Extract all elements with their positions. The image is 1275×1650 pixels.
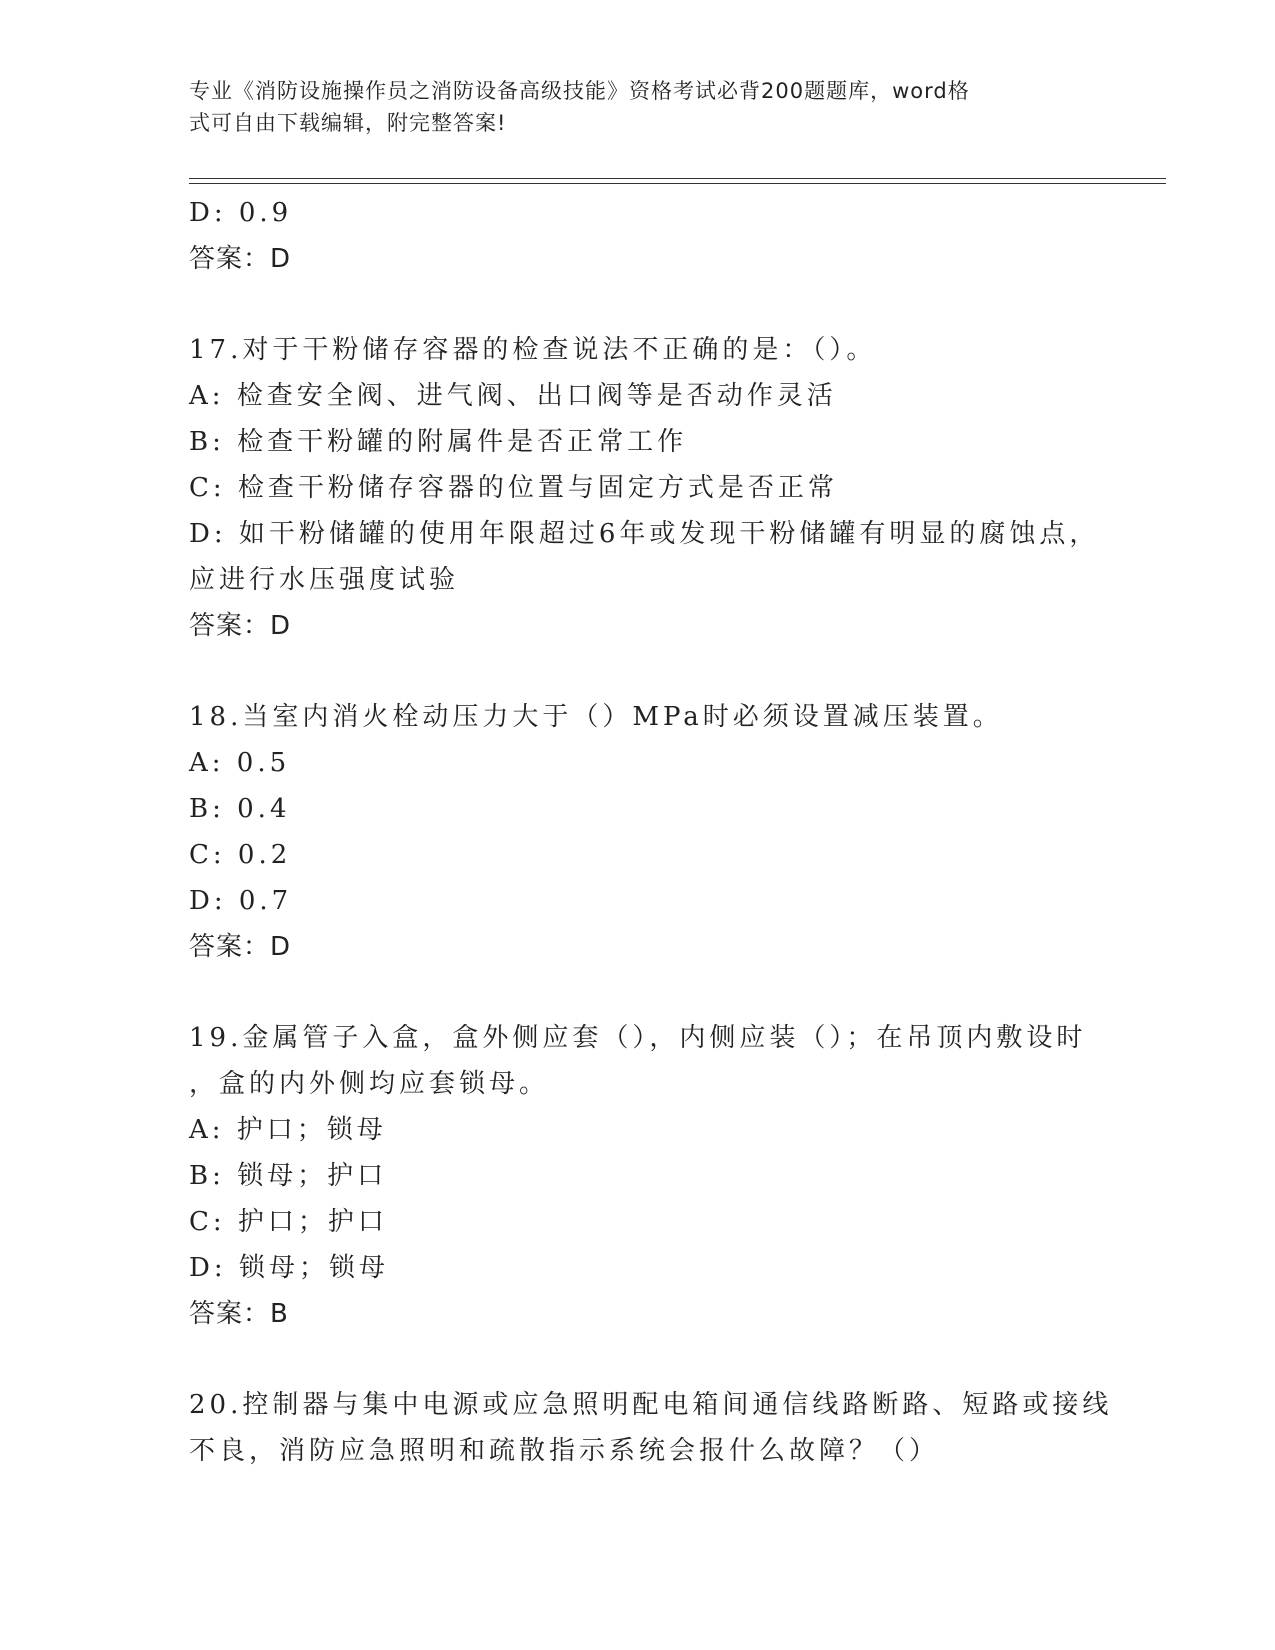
header-line-2: 式可自由下载编辑，附完整答案! <box>189 111 507 135</box>
header-divider-bottom <box>189 183 1166 184</box>
option-b: B: 锁母；护口 <box>189 1161 388 1191</box>
question-20 <box>189 1382 1113 1474</box>
prev-answer: 答案：D <box>189 244 292 274</box>
option-c: C: 护口；护口 <box>189 1207 388 1237</box>
option-a: A: 0.5 <box>189 748 291 778</box>
option-a: A: 检查安全阀、进气阀、出口阀等是否动作灵活 <box>189 381 837 411</box>
option-a: A: 护口；锁母 <box>189 1115 387 1145</box>
question-stem: 19.金属管子入盒，盒外侧应套（），内侧应装（）；在吊顶内敷设时 <box>189 1023 1087 1053</box>
question-stem-continued: ，盒的内外侧均应套锁母。 <box>189 1069 550 1099</box>
question-17 <box>189 327 1100 649</box>
option-d: D: 锁母；锁母 <box>189 1253 389 1283</box>
option-b: B: 0.4 <box>189 794 291 824</box>
question-18 <box>189 694 1089 970</box>
question-19 <box>189 1015 1089 1337</box>
question-stem: 20.控制器与集中电源或应急照明配电箱间通信线路断路、短路或接线 <box>189 1390 1113 1420</box>
option-c: C: 检查干粉储存容器的位置与固定方式是否正常 <box>189 473 838 503</box>
option-d: D: 0.7 <box>189 886 293 916</box>
document-header <box>189 75 1069 139</box>
header-line-1: 专业《消防设施操作员之消防设备高级技能》资格考试必背200题题库，word格 <box>189 79 970 103</box>
answer: 答案：D <box>189 611 292 641</box>
question-stem: 18.当室内消火栓动压力大于（）MPa时必须设置减压装置。 <box>189 702 1003 732</box>
option-d: D: 如干粉储罐的使用年限超过6年或发现干粉储罐有明显的腐蚀点， <box>189 519 1100 549</box>
header-divider-top <box>189 178 1166 179</box>
option-b: B: 检查干粉罐的附属件是否正常工作 <box>189 427 688 457</box>
answer: 答案：D <box>189 932 292 962</box>
question-stem: 17.对于干粉储存容器的检查说法不正确的是：（）。 <box>189 335 877 365</box>
answer: 答案：B <box>189 1299 289 1329</box>
prev-option-d: D: 0.9 <box>189 198 293 228</box>
question-content <box>189 190 1113 1474</box>
option-c: C: 0.2 <box>189 840 292 870</box>
option-d-continued: 应进行水压强度试验 <box>189 565 460 595</box>
question-stem-continued: 不良，消防应急照明和疏散指示系统会报什么故障？（） <box>189 1436 940 1466</box>
